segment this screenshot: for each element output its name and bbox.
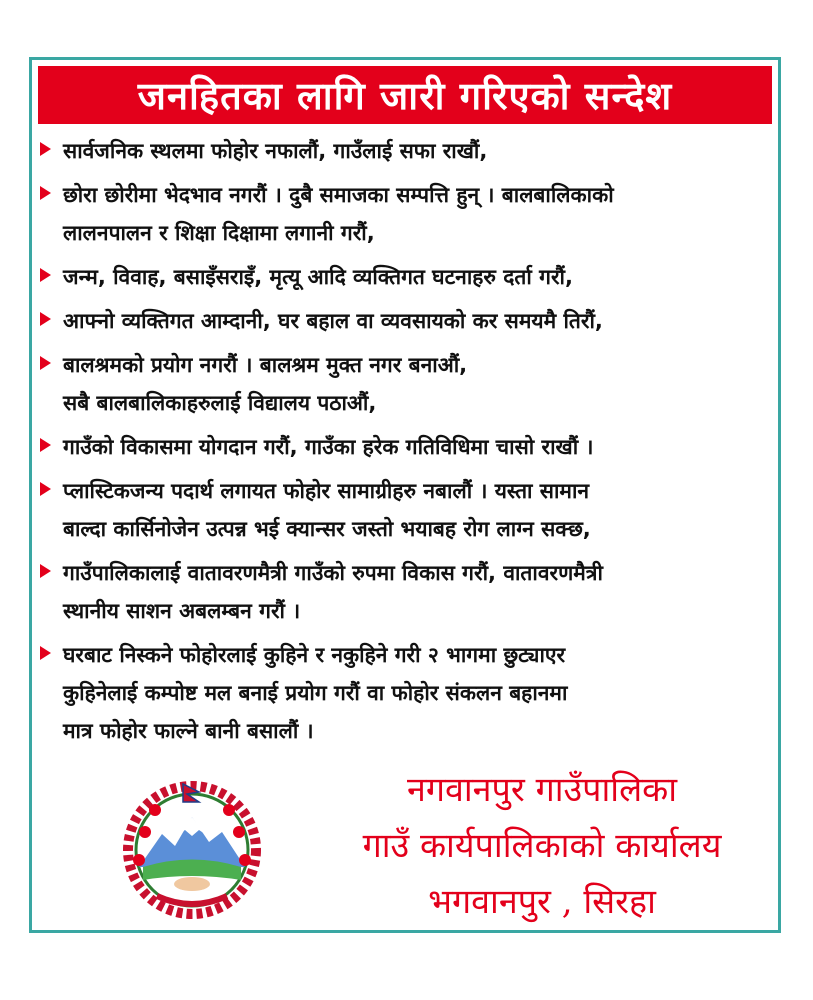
nepal-emblem-icon: [117, 772, 267, 922]
triangle-bullet-icon: [40, 438, 51, 452]
footer: [32, 750, 778, 930]
notice-frame: [29, 57, 781, 933]
list-item: [40, 472, 770, 548]
list-item: [40, 554, 770, 630]
item-line: स्थानीय साशन अबलम्बन गरौं ।: [63, 599, 301, 623]
office-location: भगवानपुर , सिरहा: [428, 882, 656, 922]
item-line: सार्वजनिक स्थलमा फोहोर नफालौं, गाउँलाई सफा राखौं,: [63, 139, 488, 163]
item-line: छोरा छोरीमा भेदभाव नगरौं । दुबै समाजका सम्पत्ति हुन् । बालबालिकाको: [63, 183, 614, 207]
list-item: [40, 176, 770, 252]
list-item: [40, 636, 770, 750]
list-item: [40, 428, 770, 466]
triangle-bullet-icon: [40, 646, 51, 660]
list-item: [40, 258, 770, 296]
list-item: [40, 346, 770, 422]
item-line: गाउँपालिकालाई वातावरणमैत्री गाउँको रुपमा विकास गरौं, वातावरणमैत्री: [63, 561, 603, 585]
municipality-name: नगवानपुर गाउँपालिका: [406, 770, 678, 810]
item-line: गाउँको विकासमा योगदान गरौं, गाउँका हरेक गतिविधिमा चासो राखौं ।: [63, 435, 594, 459]
item-line: घरबाट निस्कने फोहोरलाई कुहिने र नकुहिने गरी २ भागमा छुट्याएर: [63, 643, 566, 667]
item-line: सबै बालबालिकाहरुलाई विद्यालय पठाऔं,: [63, 391, 377, 415]
item-line: आफ्नो व्यक्तिगत आम्दानी, घर बहाल वा व्यवसायको कर समयमै तिरौं,: [63, 309, 603, 333]
item-line: मात्र फोहोर फाल्ने बानी बसालौं ।: [63, 719, 314, 743]
list-item: [40, 302, 770, 340]
item-line: जन्म, विवाह, बसाइँसराइँ, मृत्यू आदि व्यक्तिगत घटनाहरु दर्ता गरौं,: [63, 265, 573, 289]
office-block: [332, 762, 752, 930]
item-line: बालश्रमको प्रयोग नगरौं । बालश्रम मुक्त नगर बनाऔं,: [63, 353, 468, 377]
office-name: गाउँ कार्यपालिकाको कार्यालय: [362, 826, 722, 866]
list-item: [40, 132, 770, 170]
triangle-bullet-icon: [40, 482, 51, 496]
notice-title: जनहितका लागि जारी गरिएको सन्देश: [38, 66, 772, 124]
triangle-bullet-icon: [40, 564, 51, 578]
item-line: कुहिनेलाई कम्पोष्ट मल बनाई प्रयोग गरौं वा फोहोर संकलन बहानमा: [63, 681, 568, 705]
item-line: लालनपालन र शिक्षा दिक्षामा लगानी गरौं,: [63, 221, 375, 245]
triangle-bullet-icon: [40, 142, 51, 156]
triangle-bullet-icon: [40, 186, 51, 200]
triangle-bullet-icon: [40, 268, 51, 282]
triangle-bullet-icon: [40, 312, 51, 326]
triangle-bullet-icon: [40, 356, 51, 370]
item-line: बाल्दा कार्सिनोजेन उत्पन्न भई क्यान्सर जस्तो भयाबह रोग लाग्न सक्छ,: [63, 517, 591, 541]
message-list: [40, 132, 770, 756]
item-line: प्लास्टिकजन्य पदार्थ लगायत फोहोर सामाग्रीहरु नबालौं । यस्ता सामान: [63, 479, 590, 503]
